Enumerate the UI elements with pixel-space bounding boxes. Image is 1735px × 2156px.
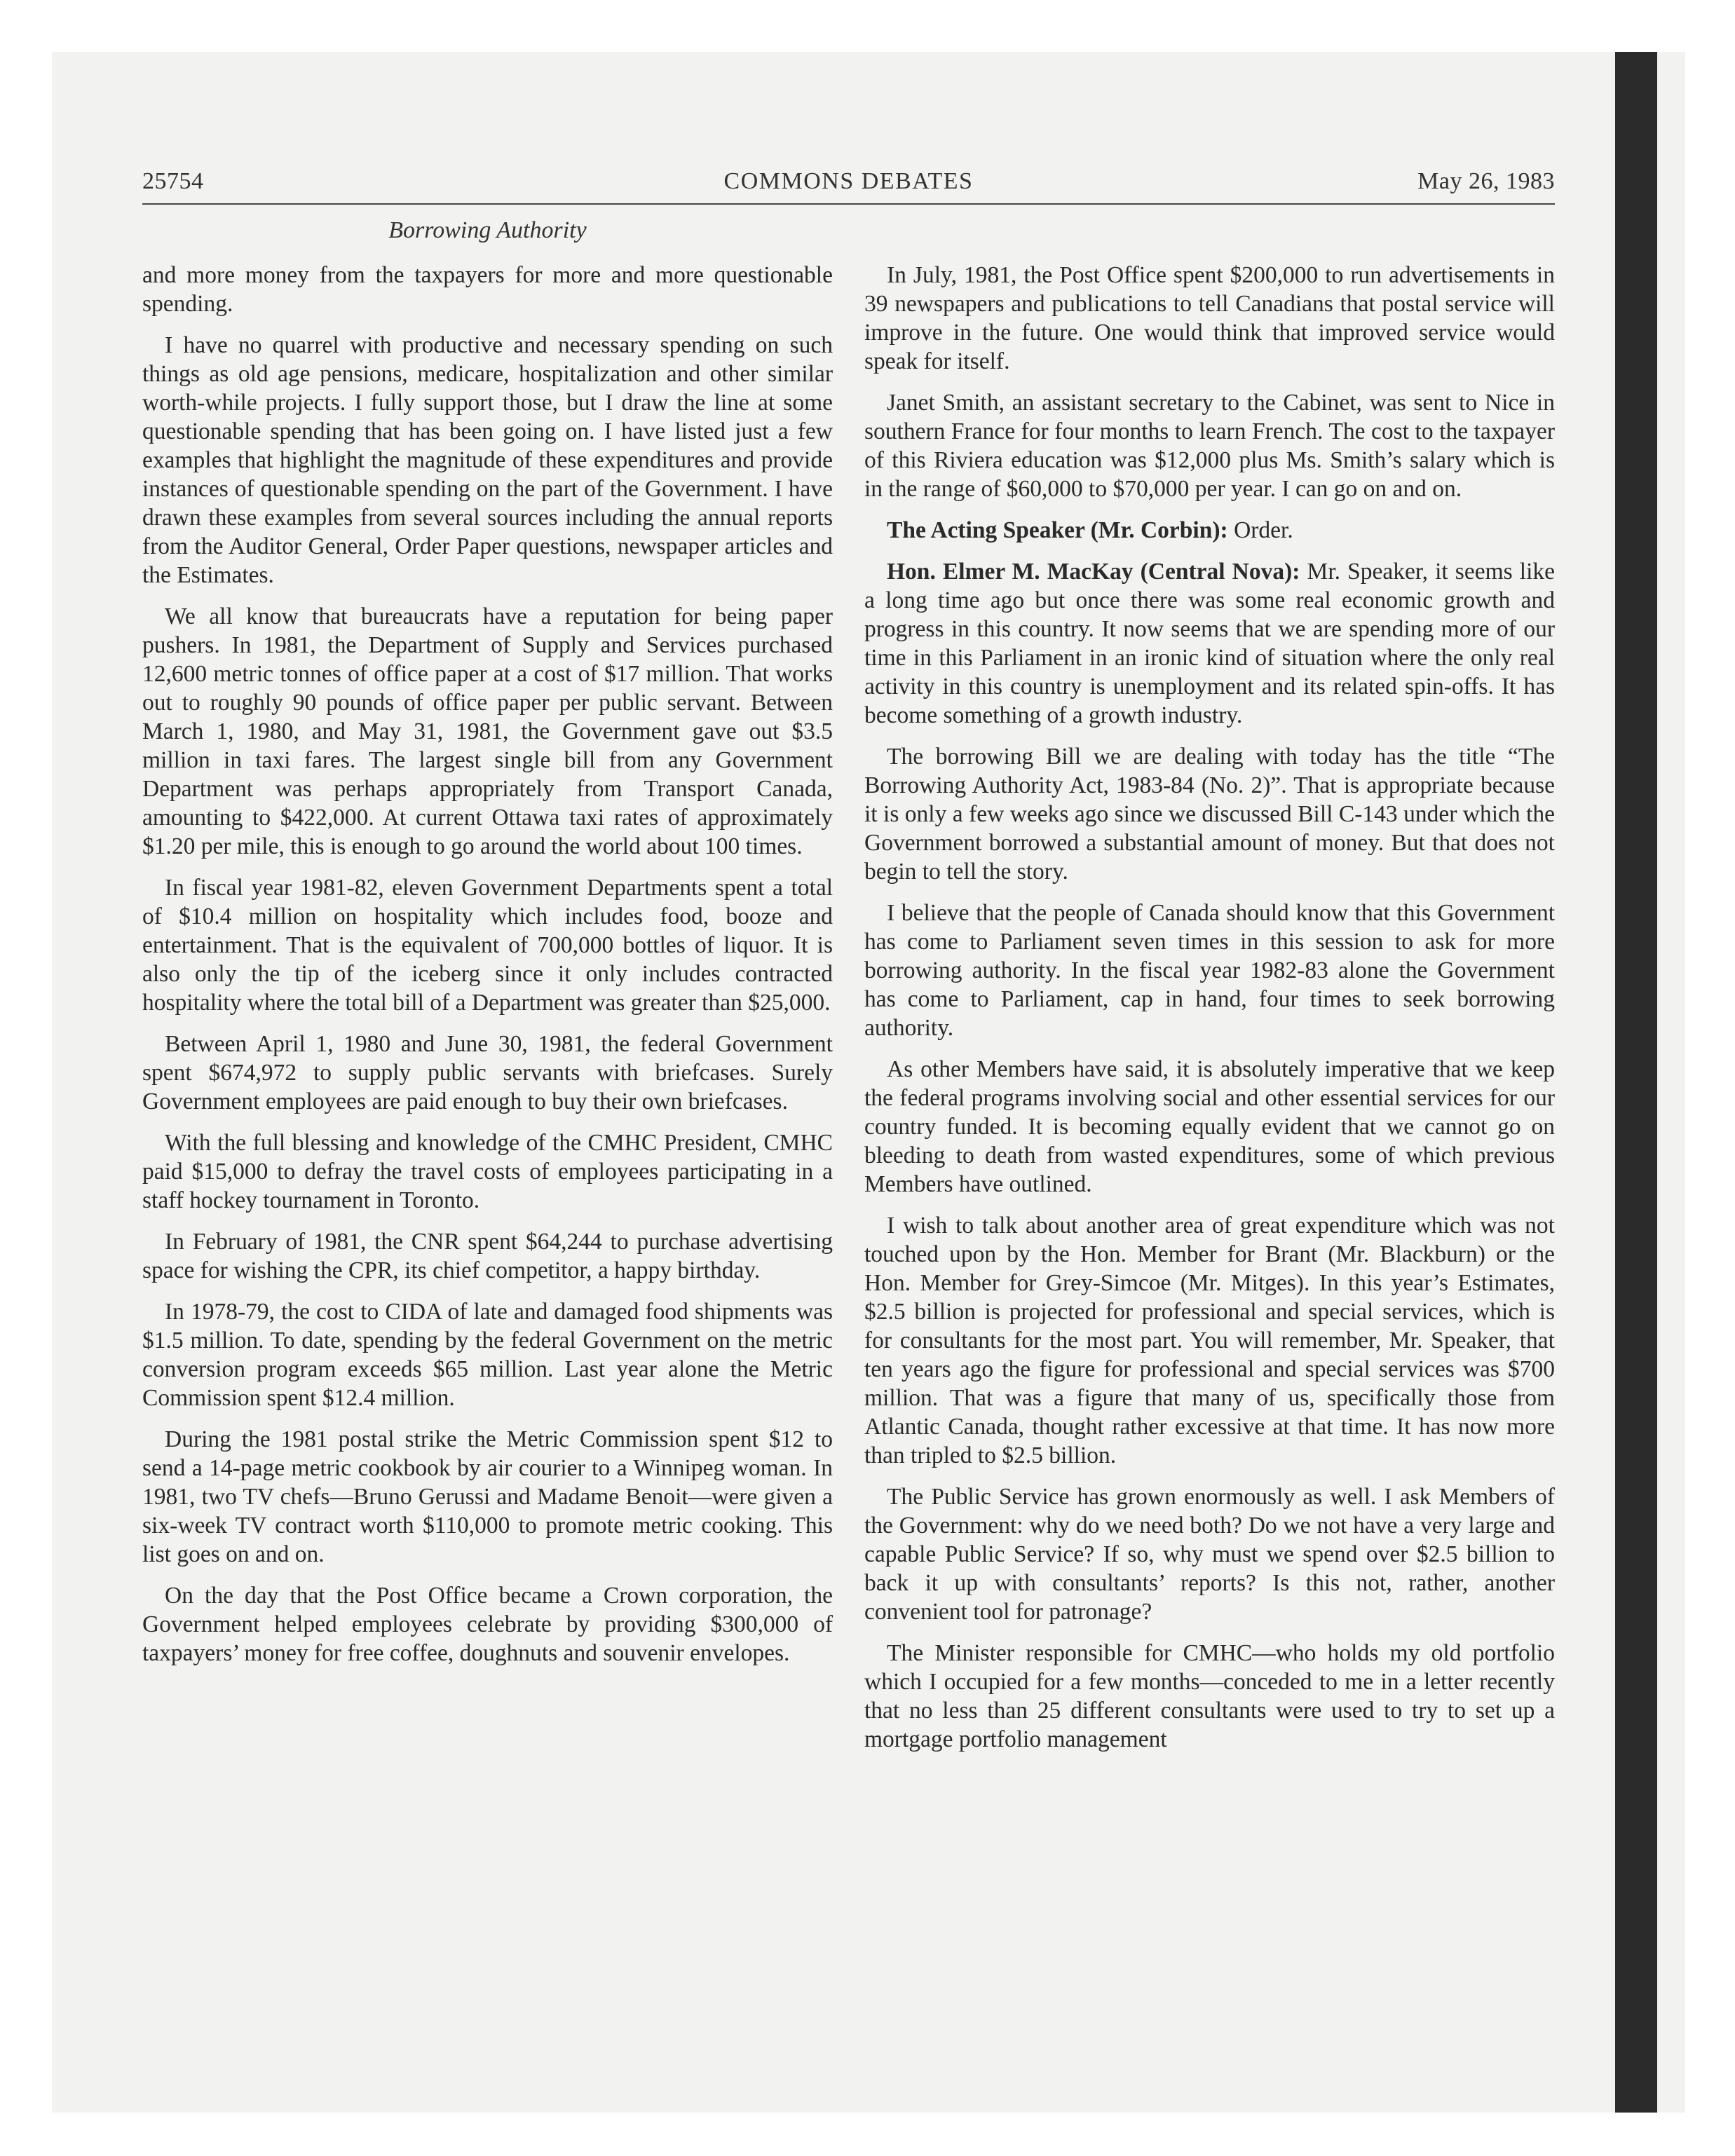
- paragraph: In July, 1981, the Post Office spent $200,000 to run advertisements in 39 newspapers and publications to tell Canadians that postal service will improve in the future. One would think that improved service would speak for itself.: [864, 262, 1555, 374]
- page-number: 25754: [142, 168, 204, 194]
- issue-date: May 26, 1983: [1417, 168, 1555, 194]
- header-rule: [142, 203, 1555, 205]
- speaker-paragraph: [864, 557, 1555, 730]
- paragraph: During the 1981 postal strike the Metric Commission spent $12 to send a 14-page metric cookbook by air courier to a Winnipeg woman. In 1981, two TV chefs—Bruno Gerussi and Madame Benoit—were given a six-week TV contract worth $110,000 to promote metric cooking. This list goes on and on.: [142, 1426, 833, 1567]
- paragraph: Janet Smith, an assistant secretary to the Cabinet, was sent to Nice in southern France for four months to learn French. The cost to the taxpayer of this Riviera education was $12,000 plus Ms. Smith’s salary which is in the range of $60,000 to $70,000 per year. I can go on and on.: [864, 390, 1555, 502]
- paragraph: Between April 1, 1980 and June 30, 1981, the federal Government spent $674,972 to supply public servants with briefcases. Surely Government employees are paid enough to buy their own briefcases.: [142, 1031, 833, 1114]
- speech-text: Mr. Speaker, it seems like a long time ago but once there was some real economic growth and progress in this country. It now seems that we are spending more of our time in this Parliament in an ironic kind of situation where the only real activity in this country is unemployment and its related spin-offs. It has become something of a growth industry.: [864, 559, 1556, 728]
- paragraph: On the day that the Post Office became a Crown corporation, the Government helped employees celebrate by providing $300,000 of taxpayers’ money for free coffee, doughnuts and souvenir envelopes.: [142, 1583, 833, 1666]
- running-header: [142, 168, 1555, 203]
- paragraph: The Minister responsible for CMHC—who holds my old portfolio which I occupied for a few months—conceded to me in a letter recently that no less than 25 different consultants were used to try to set up a mortgage portfolio management: [864, 1640, 1555, 1752]
- paragraph: and more money from the taxpayers for more and more questionable spending.: [142, 262, 833, 317]
- speaker-name: Hon. Elmer M. MacKay (Central Nova):: [887, 559, 1300, 585]
- paragraph: As other Members have said, it is absolutely imperative that we keep the federal programs involving social and other essential services for our country funded. It is becoming equally evident that we cannot go on bleeding to death from wasted expenditures, some of which previous Members have outlined.: [864, 1056, 1555, 1197]
- paragraph: With the full blessing and knowledge of the CMHC President, CMHC paid $15,000 to defray the travel costs of employees participating in a staff hockey tournament in Toronto.: [142, 1130, 833, 1213]
- section-title: Borrowing Authority: [388, 217, 587, 243]
- binding-shadow: [1615, 52, 1657, 2113]
- speaker-name: The Acting Speaker (Mr. Corbin):: [887, 517, 1228, 543]
- speech-text: Order.: [1234, 517, 1293, 543]
- left-column: [142, 261, 833, 1680]
- paragraph: I believe that the people of Canada should know that this Government has come to Parliament seven times in this session to ask for more borrowing authority. In the fiscal year 1982-83 alone the Government has come to Parliament, cap in hand, four times to seek borrowing authority.: [864, 900, 1555, 1041]
- publication-title: COMMONS DEBATES: [723, 168, 974, 194]
- paragraph: We all know that bureaucrats have a reputation for being paper pushers. In 1981, the Department of Supply and Services purchased 12,600 metric tonnes of office paper at a cost of $17 million. That works out to roughly 90 pounds of office paper per public servant. Between March 1, 1980, and May 31, 1981, the Government gave out $3.5 million in taxi fares. The largest single bill from any Government Department was perhaps appropriately from Transport Canada, amounting to $422,000. At current Ottawa taxi rates of approximately $1.20 per mile, this is enough to go around the world about 100 times.: [142, 603, 833, 859]
- paragraph: The Public Service has grown enormously as well. I ask Members of the Government: why do we need both? Do we not have a very large and capable Public Service? If so, why must we spend over $2.5 billion to back it up with consultants’ reports? Is this not, rather, another convenient tool for patronage?: [864, 1484, 1555, 1625]
- paragraph: I wish to talk about another area of great expenditure which was not touched upon by the Hon. Member for Brant (Mr. Blackburn) or the Hon. Member for Grey-Simcoe (Mr. Mitges). In this year’s Estimates, $2.5 billion is projected for professional and special services, which is for consultants for the most part. You will remember, Mr. Speaker, that ten years ago the figure for professional and special services was $700 million. That was a figure that many of us, specifically those from Atlantic Canada, thought rather excessive at that time. It has now more than tripled to $2.5 billion.: [864, 1213, 1555, 1468]
- paragraph: In fiscal year 1981-82, eleven Government Departments spent a total of $10.4 million on hospitality which includes food, booze and entertainment. That is the equivalent of 700,000 bottles of liquor. It is also only the tip of the iceberg since it only includes contracted hospitality where the total bill of a Department was greater than $25,000.: [142, 875, 833, 1016]
- paragraph: In 1978-79, the cost to CIDA of late and damaged food shipments was $1.5 million. To date, spending by the federal Government on the metric conversion program exceeds $65 million. Last year alone the Metric Commission spent $12.4 million.: [142, 1299, 833, 1411]
- paragraph: I have no quarrel with productive and necessary spending on such things as old age pensions, medicare, hospitalization and other similar worth-while projects. I fully support those, but I draw the line at some questionable spending that has been going on. I have listed just a few examples that highlight the magnitude of these expenditures and provide instances of questionable spending on the part of the Government. I have drawn these examples from several sources including the annual reports from the Auditor General, Order Paper questions, newspaper articles and the Estimates.: [142, 332, 833, 588]
- speaker-paragraph: [864, 516, 1555, 545]
- paragraph: In February of 1981, the CNR spent $64,244 to purchase advertising space for wishing the CPR, its chief competitor, a happy birthday.: [142, 1229, 833, 1283]
- right-column: [864, 261, 1555, 1766]
- paragraph: The borrowing Bill we are dealing with today has the title “The Borrowing Authority Act, 1983-84 (No. 2)”. That is appropriate because it is only a few weeks ago since we discussed Bill C-143 under which the Government borrowed a substantial amount of money. But that does not begin to tell the story.: [864, 744, 1555, 885]
